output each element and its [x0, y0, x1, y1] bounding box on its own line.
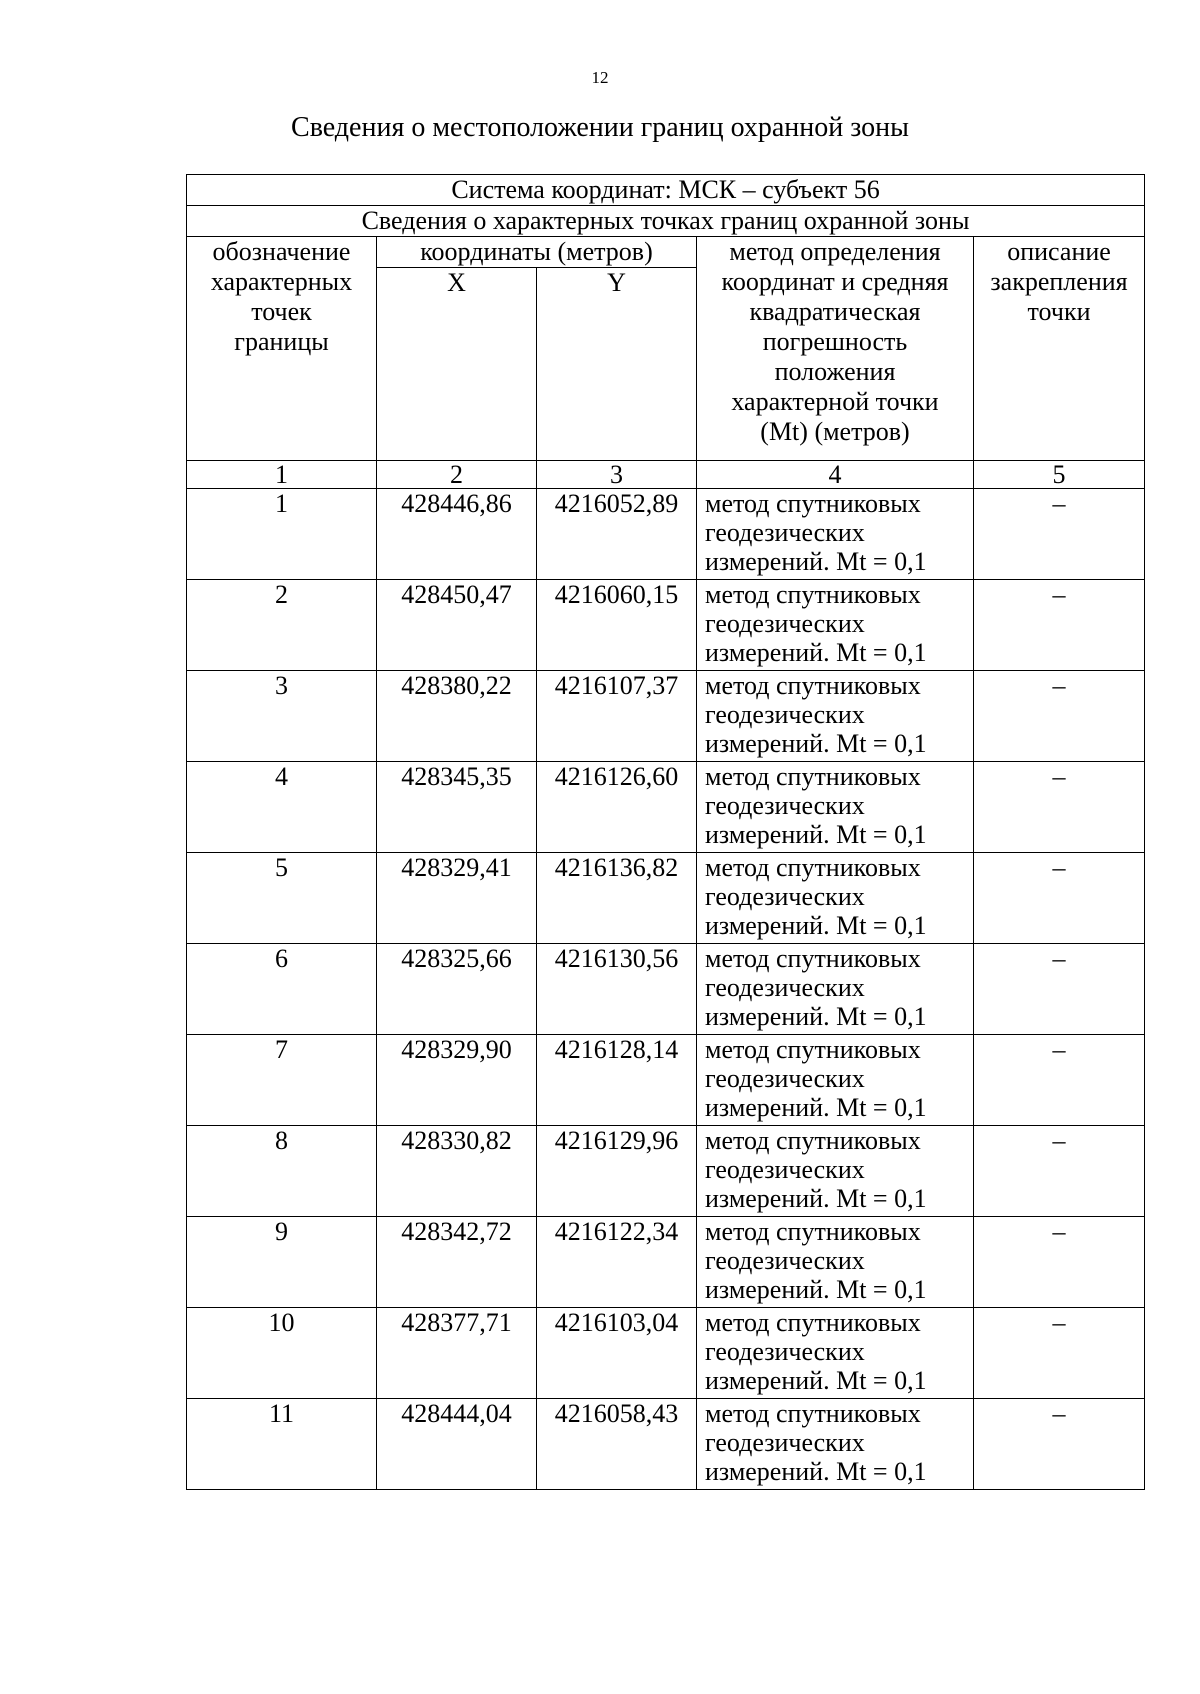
table-row [187, 853, 1145, 944]
point-cell: 4 [187, 762, 377, 853]
table-row [187, 1035, 1145, 1126]
point-cell: 1 [187, 489, 377, 580]
method-cell: метод спутниковых геодезических измерений. Mt = 0,1 [697, 762, 974, 853]
description-cell: – [974, 671, 1145, 762]
column-number: 3 [537, 461, 697, 489]
y-coordinate-cell: 4216136,82 [537, 853, 697, 944]
point-cell: 3 [187, 671, 377, 762]
table-row [187, 580, 1145, 671]
x-coordinate-cell: 428342,72 [377, 1217, 537, 1308]
table-row [187, 671, 1145, 762]
table-row [187, 1399, 1145, 1490]
document-title: Сведения о местоположении границ охранной зоны [291, 112, 909, 143]
column-numbers-row [187, 461, 1145, 489]
point-cell: 10 [187, 1308, 377, 1399]
description-cell: – [974, 1217, 1145, 1308]
table-subtitle-cell: Сведения о характерных точках границ охранной зоны [187, 206, 1145, 237]
y-coordinate-cell: 4216060,15 [537, 580, 697, 671]
method-cell: метод спутниковых геодезических измерений. Mt = 0,1 [697, 1217, 974, 1308]
x-coordinate-cell: 428380,22 [377, 671, 537, 762]
method-cell: метод спутниковых геодезических измерений. Mt = 0,1 [697, 1126, 974, 1217]
coordinates-table [186, 174, 1145, 1490]
description-cell: – [974, 489, 1145, 580]
subtitle-row [187, 206, 1145, 237]
header-method: метод определения координат и средняя квадратическая погрешность положения характерной точки (Mt) (метров) [697, 237, 974, 461]
table-row [187, 1308, 1145, 1399]
header-point: обозначение характерных точек границы [187, 237, 377, 461]
method-cell: метод спутниковых геодезических измерений. Mt = 0,1 [697, 580, 974, 671]
column-number: 5 [974, 461, 1145, 489]
column-number: 4 [697, 461, 974, 489]
x-coordinate-cell: 428450,47 [377, 580, 537, 671]
description-cell: – [974, 1308, 1145, 1399]
description-cell: – [974, 762, 1145, 853]
y-coordinate-cell: 4216058,43 [537, 1399, 697, 1490]
description-cell: – [974, 1035, 1145, 1126]
header-row [187, 237, 1145, 268]
point-cell: 11 [187, 1399, 377, 1490]
y-coordinate-cell: 4216128,14 [537, 1035, 697, 1126]
y-coordinate-cell: 4216052,89 [537, 489, 697, 580]
description-cell: – [974, 944, 1145, 1035]
coordinate-system-cell: Система координат: МСК – субъект 56 [187, 175, 1145, 206]
method-cell: метод спутниковых геодезических измерений. Mt = 0,1 [697, 489, 974, 580]
table-row [187, 762, 1145, 853]
coordinate-system-row [187, 175, 1145, 206]
x-coordinate-cell: 428329,41 [377, 853, 537, 944]
page-number: 12 [591, 68, 609, 87]
point-cell: 6 [187, 944, 377, 1035]
x-coordinate-cell: 428377,71 [377, 1308, 537, 1399]
x-coordinate-cell: 428444,04 [377, 1399, 537, 1490]
point-cell: 9 [187, 1217, 377, 1308]
table-row [187, 1126, 1145, 1217]
description-cell: – [974, 853, 1145, 944]
method-cell: метод спутниковых геодезических измерений. Mt = 0,1 [697, 671, 974, 762]
header-description: описание закрепления точки [974, 237, 1145, 461]
point-cell: 5 [187, 853, 377, 944]
description-cell: – [974, 1399, 1145, 1490]
method-cell: метод спутниковых геодезических измерений. Mt = 0,1 [697, 1308, 974, 1399]
x-coordinate-cell: 428345,35 [377, 762, 537, 853]
method-cell: метод спутниковых геодезических измерений. Mt = 0,1 [697, 1399, 974, 1490]
table-row [187, 1217, 1145, 1308]
y-coordinate-cell: 4216130,56 [537, 944, 697, 1035]
x-coordinate-cell: 428330,82 [377, 1126, 537, 1217]
header-x: X [377, 268, 537, 461]
y-coordinate-cell: 4216107,37 [537, 671, 697, 762]
x-coordinate-cell: 428329,90 [377, 1035, 537, 1126]
point-cell: 7 [187, 1035, 377, 1126]
y-coordinate-cell: 4216126,60 [537, 762, 697, 853]
x-coordinate-cell: 428325,66 [377, 944, 537, 1035]
method-cell: метод спутниковых геодезических измерений. Mt = 0,1 [697, 944, 974, 1035]
description-cell: – [974, 580, 1145, 671]
method-cell: метод спутниковых геодезических измерений. Mt = 0,1 [697, 853, 974, 944]
y-coordinate-cell: 4216103,04 [537, 1308, 697, 1399]
x-coordinate-cell: 428446,86 [377, 489, 537, 580]
header-coordinates: координаты (метров) [377, 237, 697, 268]
table-row [187, 944, 1145, 1035]
point-cell: 8 [187, 1126, 377, 1217]
column-number: 2 [377, 461, 537, 489]
table-row [187, 489, 1145, 580]
point-cell: 2 [187, 580, 377, 671]
column-number: 1 [187, 461, 377, 489]
description-cell: – [974, 1126, 1145, 1217]
method-cell: метод спутниковых геодезических измерений. Mt = 0,1 [697, 1035, 974, 1126]
y-coordinate-cell: 4216122,34 [537, 1217, 697, 1308]
header-y: Y [537, 268, 697, 461]
y-coordinate-cell: 4216129,96 [537, 1126, 697, 1217]
